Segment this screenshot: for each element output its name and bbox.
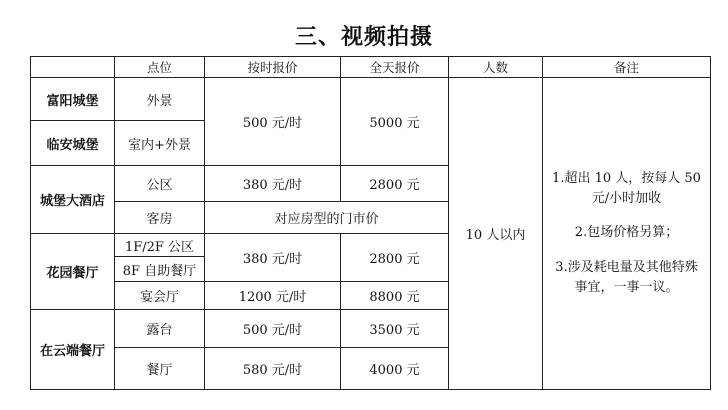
remark-item xyxy=(545,223,708,243)
remark-line: 事宜，一事一议。 xyxy=(574,279,679,295)
header-row xyxy=(31,57,711,78)
spot-1f-2f-public: 1F/2F 公区 xyxy=(115,234,205,257)
remarks-cell xyxy=(543,78,711,390)
spot-banquet-hall: 宴会厅 xyxy=(115,282,205,310)
section-title: 三、视频拍摄 xyxy=(294,25,433,50)
location-cloud-restaurant: 在云端餐厅 xyxy=(31,310,115,390)
spot-8f-buffet: 8F 自助餐厅 xyxy=(115,257,205,282)
table-row xyxy=(31,78,711,121)
remark-line: 元/小时加收 xyxy=(591,191,662,207)
header-people: 人数 xyxy=(449,57,543,78)
terrace-hourly-price: 500 元/时 xyxy=(205,310,341,348)
location-fuyang-castle: 富阳城堡 xyxy=(31,78,115,121)
location-castle-hotel: 城堡大酒店 xyxy=(31,166,115,234)
header-hourly-price: 按时报价 xyxy=(205,57,341,78)
header-fullday-price: 全天报价 xyxy=(341,57,449,78)
remark-item xyxy=(545,258,708,298)
guest-room-price: 对应房型的门市价 xyxy=(205,202,449,234)
header-spot: 点位 xyxy=(115,57,205,78)
garden-fullday-price: 2800 元 xyxy=(341,234,449,282)
spot-guest-room: 客房 xyxy=(115,202,205,234)
spot-terrace: 露台 xyxy=(115,310,205,348)
dining-hourly-price: 580 元/时 xyxy=(205,348,341,390)
header-remarks: 备注 xyxy=(543,57,711,78)
banquet-hourly-price: 1200 元/时 xyxy=(205,282,341,310)
spot-exterior: 外景 xyxy=(115,78,205,121)
video-shooting-price-table xyxy=(30,56,711,390)
remark-item xyxy=(545,169,708,209)
hotel-public-hourly-price: 380 元/时 xyxy=(205,166,341,202)
castle-hourly-price: 500 元/时 xyxy=(205,78,341,166)
dining-fullday-price: 4000 元 xyxy=(341,348,449,390)
location-linan-castle: 临安城堡 xyxy=(31,121,115,166)
terrace-fullday-price: 3500 元 xyxy=(341,310,449,348)
spot-interior-exterior: 室内+外景 xyxy=(115,121,205,166)
location-garden-restaurant: 花园餐厅 xyxy=(31,234,115,310)
spot-public-area: 公区 xyxy=(115,166,205,202)
banquet-fullday-price: 8800 元 xyxy=(341,282,449,310)
hotel-public-fullday-price: 2800 元 xyxy=(341,166,449,202)
header-location xyxy=(31,57,115,78)
remark-line: 3.涉及耗电量及其他特殊 xyxy=(555,259,698,275)
garden-hourly-price: 380 元/时 xyxy=(205,234,341,282)
remark-line: 1.超出 10 人，按每人 50 xyxy=(552,171,701,187)
people-limit: 10 人以内 xyxy=(449,78,543,390)
spot-dining-room: 餐厅 xyxy=(115,348,205,390)
remark-line: 2.包场价格另算； xyxy=(574,225,679,241)
castle-fullday-price: 5000 元 xyxy=(341,78,449,166)
